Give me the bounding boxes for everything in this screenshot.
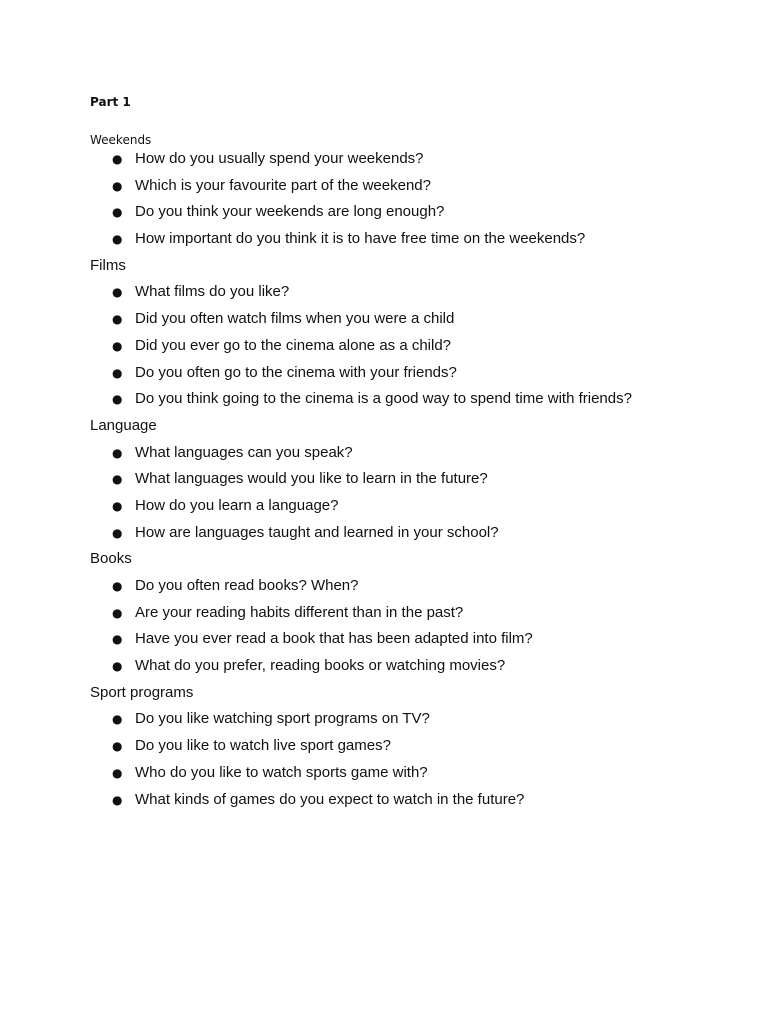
question-text: Do you like to watch live sport games? [135, 737, 391, 755]
question-text: Do you often go to the cinema with your friends? [135, 363, 457, 381]
question-text: Who do you like to watch sports game with? [135, 763, 428, 781]
list-item [90, 466, 730, 493]
list-item [90, 306, 730, 333]
question-list [90, 146, 730, 253]
bullet-icon: ● [112, 579, 123, 593]
section-title: Language [90, 416, 157, 434]
bullet-icon: ● [112, 525, 123, 540]
list-item [90, 733, 730, 760]
question-text: Do you think going to the cinema is a good way to spend time with friends? [135, 390, 632, 408]
list-item [90, 279, 730, 306]
document-page [90, 94, 730, 813]
bullet-icon: ● [112, 178, 123, 193]
question-text: Do you like watching sport programs on TV? [135, 710, 430, 728]
section-sport-programs [90, 680, 730, 813]
question-text: What languages can you speak? [135, 443, 353, 461]
question-text: What films do you like? [135, 283, 290, 301]
list-item [90, 146, 730, 173]
bullet-icon: ● [112, 498, 123, 513]
section-films [90, 253, 730, 413]
section-weekends [90, 132, 730, 253]
list-item [90, 199, 730, 226]
section-title: Weekends [90, 133, 152, 147]
bullet-icon: ● [112, 792, 123, 807]
bullet-icon: ● [112, 285, 123, 300]
list-item [90, 226, 730, 253]
bullet-icon: ● [112, 365, 123, 380]
list-item [90, 760, 730, 787]
list-item [90, 573, 730, 600]
question-text: Did you often watch films when you were a child [135, 310, 455, 328]
list-item [90, 600, 730, 627]
question-text: What kinds of games do you expect to watch in the future? [135, 790, 525, 808]
question-list [90, 573, 730, 680]
list-item [90, 520, 730, 547]
list-item [90, 360, 730, 387]
bullet-icon: ● [112, 659, 123, 674]
question-text: How important do you think it is to have free time on the weekends? [135, 230, 586, 248]
list-item [90, 333, 730, 360]
question-text: Which is your favourite part of the weekend? [135, 176, 431, 194]
question-text: How do you learn a language? [135, 496, 339, 514]
bullet-icon: ● [112, 445, 123, 460]
bullet-icon: ● [112, 392, 123, 407]
list-item [90, 173, 730, 200]
list-item [90, 706, 730, 733]
question-text: How do you usually spend your weekends? [135, 150, 424, 167]
bullet-icon: ● [112, 152, 123, 166]
list-item [90, 493, 730, 520]
bullet-icon: ● [112, 232, 123, 247]
question-text: Do you think your weekends are long enough? [135, 203, 445, 221]
question-list [90, 440, 730, 547]
question-text: What do you prefer, reading books or watching movies? [135, 657, 506, 675]
bullet-icon: ● [112, 739, 123, 754]
question-text: How are languages taught and learned in your school? [135, 523, 499, 541]
list-item [90, 626, 730, 653]
list-item [90, 787, 730, 814]
bullet-icon: ● [112, 205, 123, 220]
section-title: Films [90, 256, 126, 274]
bullet-icon: ● [112, 712, 123, 727]
question-text: What languages would you like to learn in the future? [135, 470, 488, 488]
bullet-icon: ● [112, 472, 123, 487]
section-title: Books [90, 550, 132, 568]
list-item [90, 386, 730, 413]
section-title: Sport programs [90, 683, 194, 701]
question-list [90, 279, 730, 412]
section-language [90, 413, 730, 546]
section-books [90, 546, 730, 679]
part-title: Part 1 [90, 95, 131, 109]
question-text: Are your reading habits different than in the past? [135, 603, 464, 621]
bullet-icon: ● [112, 312, 123, 327]
bullet-icon: ● [112, 605, 123, 620]
list-item [90, 440, 730, 467]
bullet-icon: ● [112, 765, 123, 780]
bullet-icon: ● [112, 338, 123, 353]
question-text: Did you ever go to the cinema alone as a child? [135, 336, 452, 354]
question-list [90, 706, 730, 813]
question-text: Do you often read books? When? [135, 577, 359, 594]
bullet-icon: ● [112, 632, 123, 647]
list-item [90, 653, 730, 680]
question-text: Have you ever read a book that has been adapted into film? [135, 630, 533, 648]
